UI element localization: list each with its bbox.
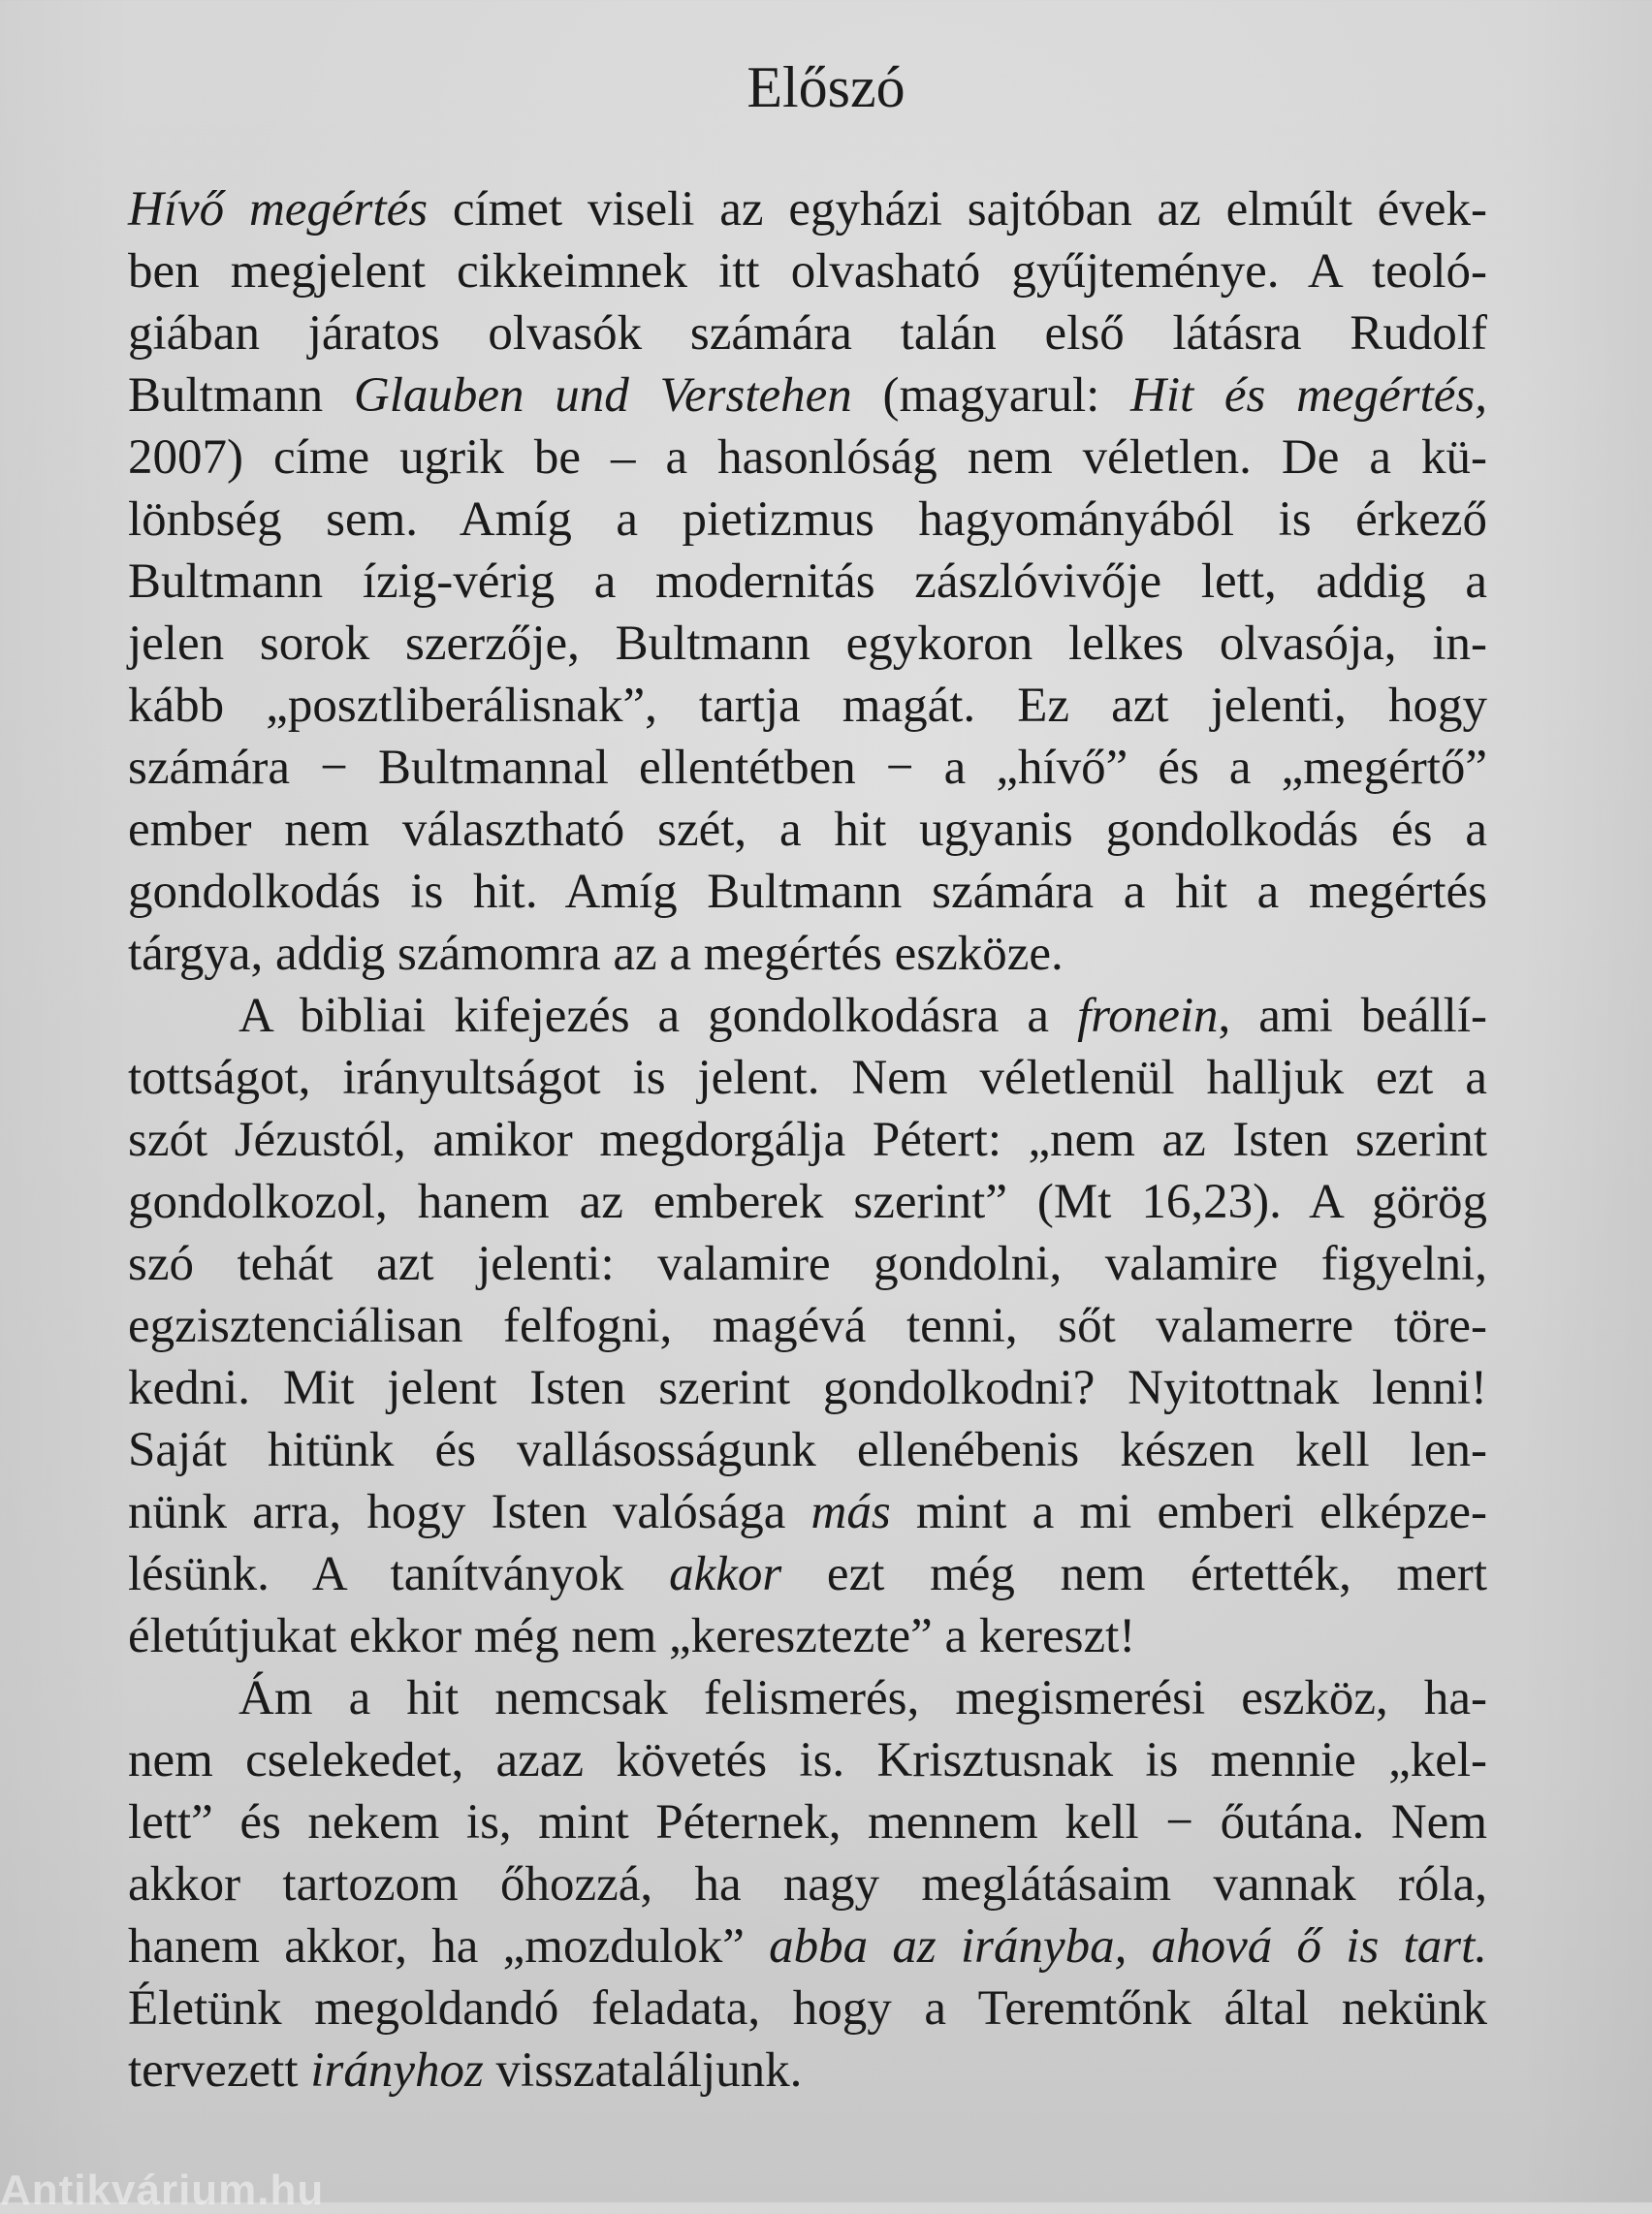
chapter-title: Előszó xyxy=(747,55,905,119)
text-run: számára − Bultmannal ellentétben − a „hívő” és a „megértő” xyxy=(128,741,1487,795)
text-line xyxy=(128,675,1487,737)
text-run: egzisztenciálisan felfogni, magévá tenni, sőt valamerre töre- xyxy=(128,1299,1487,1353)
italic-text: irányhoz xyxy=(310,2043,484,2098)
text-run: A bibliai kifejezés a gondolkodásra a xyxy=(238,989,1078,1043)
text-line xyxy=(128,1171,1487,1233)
text-line xyxy=(128,1357,1487,1419)
text-line xyxy=(128,489,1487,551)
italic-text: Hit és megértés, xyxy=(1130,368,1487,423)
text-line xyxy=(128,861,1487,923)
text-line xyxy=(128,1853,1487,1915)
text-run: , ami beállí- xyxy=(1218,989,1487,1043)
text-run: kább „posztliberálisnak”, tartja magát. Ez azt jelenti, hogy xyxy=(128,679,1487,733)
text-line xyxy=(128,1047,1487,1109)
text-run: jelen sorok szerzője, Bultmann egykoron lelkes olvasója, in- xyxy=(128,617,1487,671)
text-run: címet viseli az egyházi sajtóban az elmúlt évek- xyxy=(428,182,1487,237)
text-line xyxy=(128,240,1487,302)
body-text xyxy=(128,178,1487,2102)
watermark: Antikvárium.hu xyxy=(0,2167,325,2214)
paragraph-3 xyxy=(128,1667,1487,2102)
text-run: giában járatos olvasók számára talán első látásra Rudolf xyxy=(128,306,1487,361)
text-run: lönbség sem. Amíg a pietizmus hagyományából is érkező xyxy=(128,492,1487,547)
text-line xyxy=(128,1481,1487,1543)
text-line xyxy=(128,1543,1487,1605)
text-line xyxy=(128,302,1487,364)
text-run: szó tehát azt jelenti: valamire gondolni, valamire figyelni, xyxy=(128,1237,1487,1291)
text-run: lett” és nekem is, mint Péternek, mennem kell − őutána. Nem xyxy=(128,1795,1487,1850)
text-run: hanem akkor, ha „mozdulok” xyxy=(128,1919,770,1974)
text-run: tárgya, addig számomra az a megértés eszköze. xyxy=(128,927,1064,981)
text-run: tervezett xyxy=(128,2043,311,2098)
italic-text: Glauben und Verstehen xyxy=(353,368,852,423)
text-run: lésünk. A tanítványok xyxy=(128,1547,670,1601)
text-run: Bultmann xyxy=(128,368,354,423)
text-line xyxy=(128,799,1487,861)
text-line xyxy=(128,1977,1487,2040)
text-run: nünk arra, hogy Isten valósága xyxy=(128,1485,811,1539)
text-run: tottságot, irányultságot is jelent. Nem véletlenül halljuk ezt a xyxy=(128,1051,1487,1105)
text-line xyxy=(128,551,1487,613)
text-line xyxy=(128,1109,1487,1171)
paragraph-1 xyxy=(128,178,1487,985)
text-line xyxy=(128,1233,1487,1295)
text-run: Saját hitünk és vallásosságunk ellenébenis készen kell len- xyxy=(128,1423,1487,1477)
paragraph-2 xyxy=(128,985,1487,1667)
text-run: életútjukat ekkor még nem „keresztezte” a kereszt! xyxy=(128,1609,1136,1663)
text-line xyxy=(128,985,1487,1047)
text-run: szót Jézustól, amikor megdorgálja Pétert: „nem az Isten szerint xyxy=(128,1113,1487,1167)
text-run: gondolkodás is hit. Amíg Bultmann számára a hit a megértés xyxy=(128,865,1487,919)
text-line xyxy=(128,1915,1487,1977)
italic-text: abba az irányba, ahová ő is tart. xyxy=(769,1919,1487,1974)
text-line xyxy=(128,613,1487,675)
italic-text: akkor xyxy=(669,1547,782,1601)
text-run: ezt még nem értették, mert xyxy=(781,1547,1487,1601)
text-line xyxy=(128,737,1487,799)
text-run: akkor tartozom őhozzá, ha nagy meglátásaim vannak róla, xyxy=(128,1857,1487,1912)
text-run: Ám a hit nemcsak felismerés, megismerési eszköz, ha- xyxy=(238,1671,1487,1725)
text-run: 2007) címe ugrik be – a hasonlóság nem véletlen. De a kü- xyxy=(128,430,1487,485)
text-line xyxy=(128,364,1487,427)
text-line xyxy=(128,1791,1487,1853)
text-run: gondolkozol, hanem az emberek szerint” (Mt 16,23). A görög xyxy=(128,1175,1487,1229)
text-run: nem cselekedet, azaz követés is. Krisztusnak is mennie „kel- xyxy=(128,1733,1487,1787)
text-run: mint a mi emberi elképze- xyxy=(890,1485,1487,1539)
text-run: ben megjelent cikkeimnek itt olvasható gyűjteménye. A teoló- xyxy=(128,244,1487,299)
text-run: Életünk megoldandó feladata, hogy a Teremtőnk által nekünk xyxy=(128,1981,1487,2036)
text-run: visszataláljunk. xyxy=(483,2043,803,2098)
italic-text: más xyxy=(810,1485,891,1539)
italic-text: Hívő megértés xyxy=(128,182,429,237)
text-run: ember nem választható szét, a hit ugyanis gondolkodás és a xyxy=(128,803,1487,857)
text-line xyxy=(128,427,1487,489)
text-run: kedni. Mit jelent Isten szerint gondolkodni? Nyitottnak lenni! xyxy=(128,1361,1487,1415)
text-line xyxy=(128,1729,1487,1791)
italic-text: fronein xyxy=(1077,989,1219,1043)
text-line xyxy=(128,2040,1487,2102)
text-line xyxy=(128,923,1487,985)
text-line xyxy=(128,1419,1487,1481)
text-run: Bultmann ízig-vérig a modernitás zászlóvivője lett, addig a xyxy=(128,554,1487,609)
text-line xyxy=(128,178,1487,240)
text-line xyxy=(128,1667,1487,1729)
text-line xyxy=(128,1295,1487,1357)
text-run: (magyarul: xyxy=(851,368,1131,423)
text-line xyxy=(128,1605,1487,1667)
